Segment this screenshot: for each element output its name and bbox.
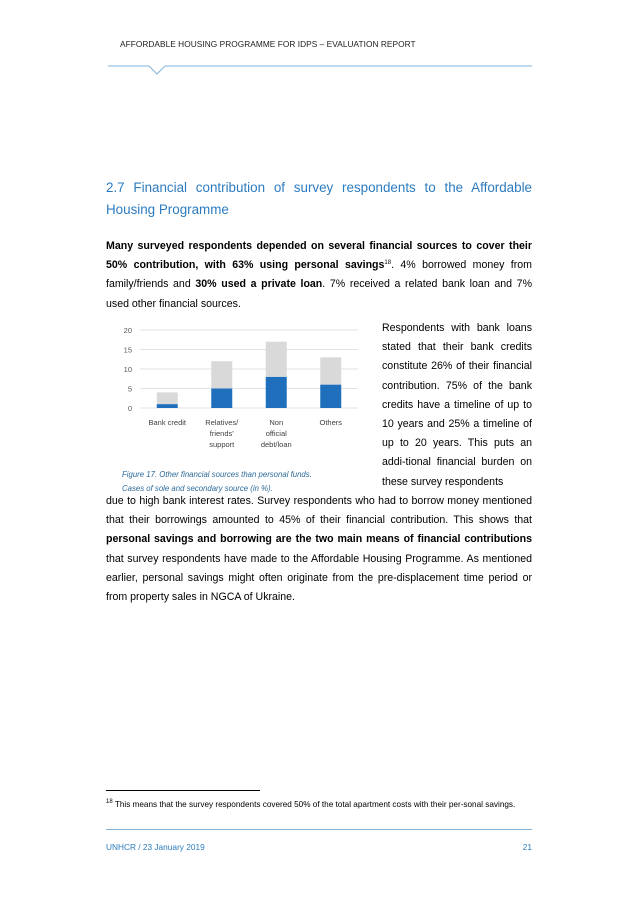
x-category-label [148, 418, 186, 427]
caption-line-2: Cases of sole and secondary source (in %). [122, 483, 273, 493]
footnote [106, 799, 532, 812]
x-category-label [205, 418, 239, 449]
bar-segment-primary [320, 385, 341, 408]
cont-text-2: that survey respondents have made to the Affordable Housing Programme. As mentioned earlier, personal savings might often originate from the pre-displacement time period or from property sales in NGCA of Ukraine. [106, 552, 532, 604]
y-tick-label: 20 [123, 326, 132, 335]
header-rule [108, 62, 532, 76]
x-category-label-line: debt/loan [260, 440, 292, 449]
y-tick-label: 10 [123, 365, 132, 374]
y-tick-label: 0 [127, 404, 132, 413]
running-header: AFFORDABLE HOUSING PROGRAMME FOR IDPS – EVALUATION REPORT [120, 39, 416, 49]
footnote-text: This means that the survey respondents covered 50% of the total apartment costs with their per-sonal savings. [112, 800, 516, 809]
bar-segment-secondary [157, 392, 178, 404]
footnote-number: 18 [106, 799, 113, 805]
bar-segment-secondary [266, 342, 287, 377]
x-category-label-line: friends' [209, 429, 234, 438]
caption-line-1: Figure 17. Other financial sources than personal funds. [122, 470, 312, 479]
footer-rule [106, 829, 532, 830]
page-number: 21 [522, 842, 532, 852]
intro-bold-lead: Many surveyed respondents depended on several financial sources to cover their 50% contribution, with 63% using personal savings [106, 240, 532, 272]
cont-text-1: due to high bank interest rates. Survey respondents who had to borrow money mentioned that their borrowings amounted to 45% of their financial contribution. This shows that [106, 495, 532, 527]
x-category-label-line: support [209, 440, 235, 449]
intro-text-2: . 7% received a related bank loan and 7% used other financial sources. [106, 278, 532, 310]
bar-segment-primary [211, 389, 232, 409]
bar-segment-primary [266, 377, 287, 408]
y-tick-label: 15 [123, 345, 132, 355]
cont-bold-1: personal savings and borrowing are the two main means of financial contributions [106, 533, 532, 546]
bar-segment-secondary [211, 361, 232, 388]
x-category-label-line: Non [269, 418, 284, 427]
figure-caption [122, 468, 372, 495]
x-category-label [319, 418, 342, 427]
bar-segment-secondary [320, 357, 341, 384]
footer-source: UNHCR / 23 January 2019 [106, 842, 205, 852]
x-category-label-line: official [265, 429, 287, 438]
intro-text-1: . 4% borrowed money from family/friends and [106, 259, 532, 291]
section-title: 2.7 Financial contribution of survey respondents to the Affordable Housing Programme [106, 180, 532, 217]
x-category-label-line: Others [319, 418, 343, 427]
bar-segment-primary [157, 404, 178, 408]
y-tick-label: 5 [127, 384, 132, 394]
x-category-label [261, 418, 292, 449]
continuation-paragraph [106, 492, 532, 607]
bar-chart [106, 316, 368, 466]
x-category-label-line: Relatives/ [205, 418, 239, 427]
side-text: Respondents with bank loans stated that their bank credits constitute 26% of their financial contribution. 75% of the bank credits have a timeline of up to 10 years and 25% a timeline of up to 20 years. This puts an addi-tional financial burden on these survey respondents [382, 322, 532, 488]
intro-paragraph [106, 237, 532, 314]
intro-bold-2: 30% used a private loan [195, 278, 323, 291]
x-category-label-line: Bank credit [148, 418, 187, 427]
footnote-rule [106, 790, 260, 791]
footnote-ref[interactable]: 18 [384, 260, 392, 267]
chart-svg [106, 316, 368, 466]
side-paragraph [382, 319, 532, 492]
